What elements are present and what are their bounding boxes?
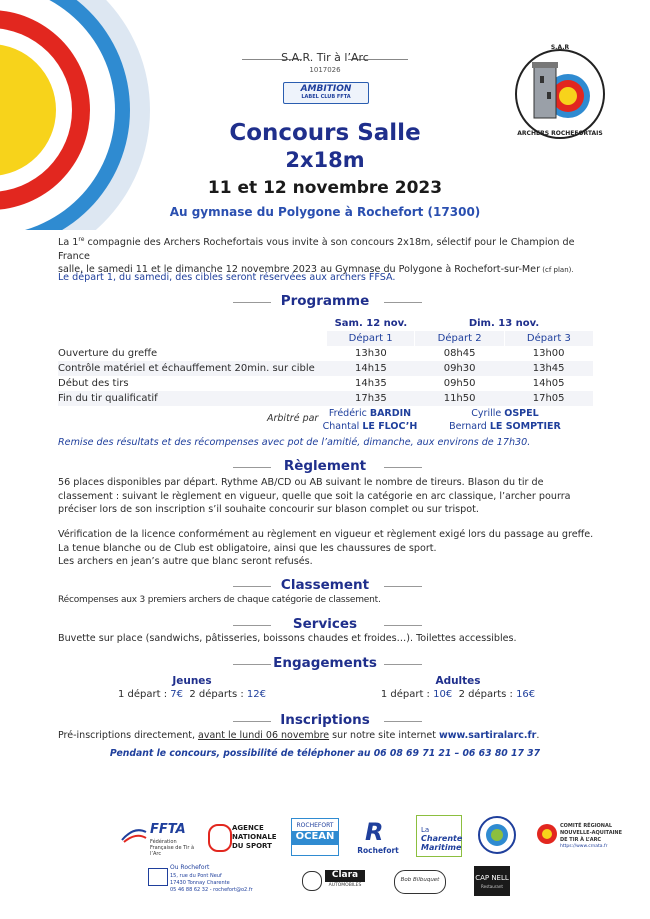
arbitre-label: Arbitré par bbox=[267, 413, 319, 424]
adultes-label: Adultes bbox=[435, 675, 481, 687]
comite-regional-logo bbox=[536, 820, 626, 852]
row-label: Fin du tir qualificatif bbox=[58, 393, 158, 404]
comite-text-3: DE TIR À L’ARC bbox=[560, 837, 602, 843]
intro-text-c: salle, le samedi 11 et le dimanche 12 novembre 2023 au Gymnase du Polygone à Rochefort-sur-Mer bbox=[58, 264, 541, 276]
inscriptions-part: Pré-inscriptions directement, bbox=[58, 730, 198, 741]
arbitre-last: LE FLOC’H bbox=[362, 421, 418, 432]
classement-text: Récompenses aux 3 premiers archers de chaque catégorie de classement. bbox=[58, 595, 381, 605]
arbitre-last: BARDIN bbox=[369, 408, 412, 419]
reglement-line: classement : suivant le règlement en vigueur, quelle que soit la catégorie en arc classique, l’archer pourra bbox=[58, 490, 571, 502]
charente-text-2: Charente bbox=[421, 834, 463, 843]
ffsa-notice: Le départ 1, du samedi, des cibles seront réservées aux archers FFSA. bbox=[58, 272, 396, 283]
services-title: Services bbox=[292, 616, 358, 632]
intro-text-a: La 1 bbox=[58, 237, 79, 249]
price-value: 16€ bbox=[516, 689, 536, 700]
day2-header: Dim. 13 nov. bbox=[468, 318, 540, 329]
inscriptions-text bbox=[58, 729, 598, 743]
price-label: 1 départ : bbox=[118, 689, 171, 700]
arbitre-first: Cyrille bbox=[471, 408, 505, 419]
ffta-logo bbox=[120, 820, 198, 857]
ans-logo bbox=[208, 822, 282, 852]
ambition-label-badge bbox=[283, 82, 369, 104]
ambition-title: AMBITION bbox=[300, 84, 352, 94]
ocean-text-2: OCEAN bbox=[292, 831, 338, 845]
clara-logo bbox=[325, 870, 367, 892]
ans-mark bbox=[208, 824, 232, 852]
ans-text-2: NATIONALE bbox=[232, 833, 277, 841]
intro-text-b: compagnie des Archers Rochefortais vous invite à son concours 2x18m, sélectif pour le Champion de France bbox=[58, 237, 575, 262]
table-row bbox=[58, 376, 593, 391]
ambition-subtitle: LABEL CLUB FFTA bbox=[301, 94, 351, 100]
ocean-text-1: ROCHEFORT bbox=[296, 822, 334, 829]
jeunes-prices bbox=[92, 689, 292, 700]
reglement-line: 56 places disponibles par départ. Rythme AB/CD ou AB suivant le nombre de tireurs. Blason du tir de bbox=[58, 477, 544, 488]
intro-plan-note: (cf plan). bbox=[540, 266, 574, 275]
price-value: 10€ bbox=[433, 689, 453, 700]
charente-maritime-logo bbox=[416, 815, 462, 857]
reglement-title: Règlement bbox=[283, 458, 367, 474]
cap-nell-text: CAP NELL bbox=[475, 874, 509, 882]
arbitre-4 bbox=[445, 421, 565, 432]
reglement-paragraph-2 bbox=[58, 528, 598, 569]
peugeot-logo bbox=[302, 871, 322, 891]
ou-rochefort-logo bbox=[148, 864, 278, 898]
arbitre-last: LE SOMPTIER bbox=[489, 421, 561, 432]
row-value: 08h45 bbox=[443, 348, 476, 359]
rochefort-city-logo bbox=[355, 818, 401, 856]
address-line: 05 46 88 62 32 - rochefort@o2.fr bbox=[170, 887, 253, 893]
ans-text-1: AGENCE bbox=[232, 824, 264, 832]
price-label: 2 départs : bbox=[189, 689, 247, 700]
reglement-line: préciser lors de son inscription s’il souhaite concourir sur blason complet ou sur trispot. bbox=[58, 504, 479, 515]
adultes-prices bbox=[358, 689, 558, 700]
table-row bbox=[58, 346, 593, 361]
services-text: Buvette sur place (sandwichs, pâtisseries, boissons chaudes et froides…). Toilettes accessibles. bbox=[58, 633, 517, 644]
comite-departemental-logo bbox=[477, 815, 517, 855]
row-label: Ouverture du greffe bbox=[58, 348, 158, 359]
price-label: 1 départ : bbox=[380, 689, 434, 700]
row-value: 09h30 bbox=[443, 363, 476, 374]
row-label: Contrôle matériel et échauffement 20min. sur cible bbox=[58, 363, 315, 374]
ou-rochefort-name: Ou Rochefort bbox=[170, 864, 210, 871]
table-row bbox=[58, 391, 593, 406]
row-value: 13h30 bbox=[354, 348, 387, 359]
bilbuquet-logo bbox=[394, 870, 446, 894]
ffta-text: FFTA bbox=[150, 822, 186, 837]
remise-note: Remise des résultats et des récompenses avec pot de l’amitié, dimanche, aux environs de 17h30. bbox=[58, 437, 531, 448]
row-value: 09h50 bbox=[443, 378, 476, 389]
address-line: 17430 Tonnay Charente bbox=[170, 880, 230, 886]
classement-title: Classement bbox=[280, 577, 370, 593]
comite-text-1: COMITÉ RÉGIONAL bbox=[560, 823, 613, 829]
row-value: 13h45 bbox=[532, 363, 565, 374]
reglement-paragraph-1 bbox=[58, 476, 598, 517]
main-title: Concours Salle bbox=[229, 120, 421, 146]
logo-top-text: S.A.R bbox=[550, 44, 570, 51]
inscriptions-part: sur notre site internet bbox=[329, 730, 439, 741]
location-title: Au gymnase du Polygone à Rochefort (17300) bbox=[169, 205, 481, 219]
row-value: 14h35 bbox=[354, 378, 387, 389]
inscriptions-deadline: avant le lundi 06 novembre bbox=[198, 730, 330, 741]
date-title: 11 et 12 novembre 2023 bbox=[207, 178, 443, 198]
charente-text-3: Maritime bbox=[421, 843, 462, 852]
rochefort-r-icon: R bbox=[365, 818, 384, 846]
arbitre-first: Frédéric bbox=[328, 408, 370, 419]
arbitre-first: Chantal bbox=[322, 421, 363, 432]
reglement-line: Vérification de la licence conformément au règlement en vigueur et règlement exigé lors du passage au greffe. bbox=[58, 529, 594, 540]
row-value: 11h50 bbox=[443, 393, 476, 404]
clara-subtext: AUTOMOBILES bbox=[328, 883, 362, 888]
arbitre-1 bbox=[320, 408, 420, 419]
arbitre-first: Bernard bbox=[449, 421, 490, 432]
row-value: 13h00 bbox=[532, 348, 565, 359]
ans-text-3: DU SPORT bbox=[232, 842, 272, 850]
comite-url: https://www.crnata.fr bbox=[560, 844, 608, 849]
cap-nell-logo bbox=[474, 866, 510, 896]
table-row bbox=[58, 361, 593, 376]
depart3-header: Départ 3 bbox=[504, 331, 593, 346]
engagements-title: Engagements bbox=[273, 655, 377, 671]
row-value: 14h05 bbox=[532, 378, 565, 389]
inscriptions-title: Inscriptions bbox=[280, 712, 370, 728]
club-number: 1017026 bbox=[309, 66, 341, 74]
club-name: S.A.R. Tir à l’Arc bbox=[281, 51, 369, 64]
intro-sup: re bbox=[78, 236, 85, 243]
ffta-subtext: Fédération Française de Tir à l’Arc bbox=[150, 839, 195, 857]
price-value: 12€ bbox=[246, 689, 266, 700]
price-label: 2 départs : bbox=[458, 689, 517, 700]
logo-bottom-text: ARCHERS ROCHEFORTAIS bbox=[517, 130, 603, 137]
bilbuquet-text: Bob Bilbuquet bbox=[400, 877, 440, 883]
arbitre-last: OSPEL bbox=[504, 408, 539, 419]
comite-text-2: NOUVELLE-AQUITAINE bbox=[560, 830, 623, 836]
depart1-header: Départ 1 bbox=[327, 331, 415, 346]
cap-nell-subtext: Restaurant bbox=[481, 884, 503, 889]
address-line: 15, rue du Pont Neuf bbox=[170, 873, 222, 879]
clara-text: Clara bbox=[325, 870, 365, 882]
row-label: Début des tirs bbox=[58, 378, 129, 389]
phone-notice: Pendant le concours, possibilité de téléphoner au 06 08 69 71 21 – 06 63 80 17 37 bbox=[109, 748, 541, 759]
programme-table bbox=[58, 316, 593, 406]
programme-title: Programme bbox=[280, 293, 370, 309]
jeunes-label: Jeunes bbox=[172, 675, 212, 687]
inscriptions-part: . bbox=[536, 730, 540, 741]
arbitre-3 bbox=[445, 408, 565, 419]
reglement-line: La tenue blanche ou de Club est obligatoire, ainsi que les chaussures de sport. bbox=[58, 542, 437, 554]
depart2-header: Départ 2 bbox=[415, 331, 504, 346]
rochefort-ocean-logo bbox=[291, 818, 339, 856]
website-link[interactable]: www.sartiralarc.fr bbox=[438, 730, 537, 741]
rochefort-text: Rochefort bbox=[357, 846, 399, 855]
row-value: 14h15 bbox=[354, 363, 387, 374]
price-value: 7€ bbox=[170, 689, 184, 700]
discipline-title: 2x18m bbox=[285, 148, 365, 172]
row-value: 17h35 bbox=[354, 393, 387, 404]
reglement-line: Les archers en jean’s autre que blanc seront refusés. bbox=[58, 556, 313, 567]
arbitre-2 bbox=[320, 421, 420, 432]
house-icon bbox=[148, 868, 168, 886]
charente-text-1: La bbox=[421, 826, 430, 834]
row-value: 17h05 bbox=[532, 393, 565, 404]
day1-header: Sam. 12 nov. bbox=[334, 318, 408, 329]
